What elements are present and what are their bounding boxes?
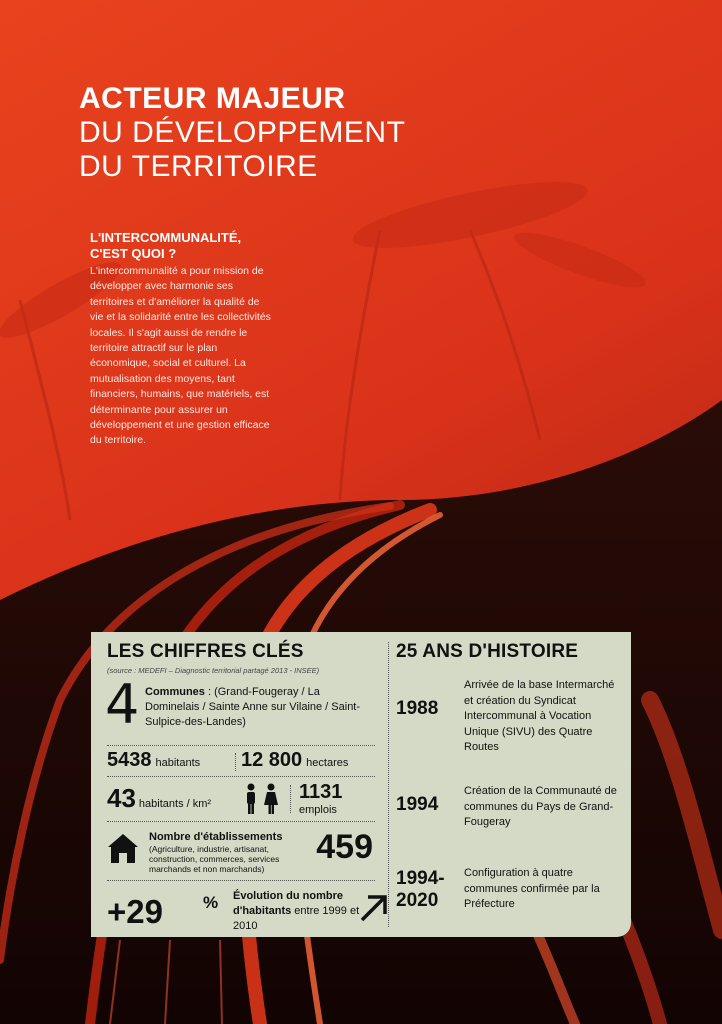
intro-heading-line-1: L'INTERCOMMUNALITÉ, [90,230,242,245]
title-line-2: DU DÉVELOPPEMENT [79,116,406,149]
divider [235,753,236,771]
establishments-row [107,822,375,881]
intro-block [90,230,275,449]
people-icon [241,783,281,820]
history-description: Arrivée de la base Intermarché et création du Syndicat Intercommunal à Vocation Unique (SIVU) des Quatre Routes [464,679,615,753]
inhabitants-unit: habitants [155,757,201,769]
page-title [79,82,405,184]
establishments-label: Nombre d'établissements [149,831,283,843]
growth-period: entre 1999 et 2010 [233,905,360,932]
history-year: 1994 [396,794,439,815]
key-figures-source: (source : MEDEFI – Diagnostic territorial partagé 2013 - INSEE) [107,666,320,675]
title-line-3: DU TERRITOIRE [79,150,318,183]
communes-label: Communes [145,686,205,698]
title-line-1: ACTEUR MAJEUR [79,82,346,115]
house-icon [107,832,139,869]
intro-heading-line-2: C'EST QUOI ? [90,246,177,261]
jobs-figure [299,781,342,816]
history-year: 1988 [396,698,439,719]
density-row [107,777,375,822]
history-year: 1994-2020 [396,868,445,911]
inhabitants-figure [107,749,200,772]
hectares-value: 12 800 [241,749,303,771]
density-value: 43 [107,783,136,813]
trend-up-arrow-icon [359,893,389,928]
establishments-detail: (Agriculture, industrie, artisanat, construction, commerces, services marchands et non marchands) [149,844,280,874]
key-figures-title: LES CHIFFRES CLÉS [107,641,304,662]
population-row [107,746,375,777]
intro-paragraph: L'intercommunalité a pour mission de développer avec harmonie ses territoires et d'améliorer la qualité de vie et la solidarité entre les collectivités locales. Il s'agit aussi de rendre le territoire attractif sur le plan économique, social et culturel. La mutualisation des moyens, tant financiers, humains, que matériels, est déterminante pour assurer un développement et une gestion efficace du territoire. [90,265,271,447]
jobs-unit: emplois [299,804,337,816]
density-unit: habitants / km² [138,798,212,810]
history-description: Configuration à quatre communes confirmée par la Préfecture [464,867,600,910]
communes-list: : (Grand-Fougeray / La Dominelais / Sainte Anne sur Vilaine / Saint-Sulpice-des-Landes) [145,686,361,728]
history-title: 25 ANS D'HISTOIRE [396,641,579,662]
growth-unit: % [203,893,219,912]
communes-row [107,675,375,746]
growth-row [107,881,375,941]
communes-count: 4 [105,673,140,736]
establishments-value: 459 [316,828,373,866]
establishments-text [149,831,299,874]
density-figure [107,783,211,814]
key-figures-column [107,632,375,941]
hectares-figure [241,749,348,772]
key-figures-panel [91,632,631,937]
growth-text [233,889,373,934]
column-divider [388,642,389,927]
growth-label: Évolution du nombre d'habitants [233,890,343,917]
communes-text [145,685,377,730]
history-column [396,632,621,911]
hectares-unit: hectares [306,757,349,769]
jobs-value: 1131 [299,781,343,803]
divider [290,785,291,813]
history-description: Création de la Communauté de communes du Pays de Grand-Fougeray [464,785,617,828]
inhabitants-value: 5438 [107,749,152,771]
growth-value: +29 [107,893,163,930]
